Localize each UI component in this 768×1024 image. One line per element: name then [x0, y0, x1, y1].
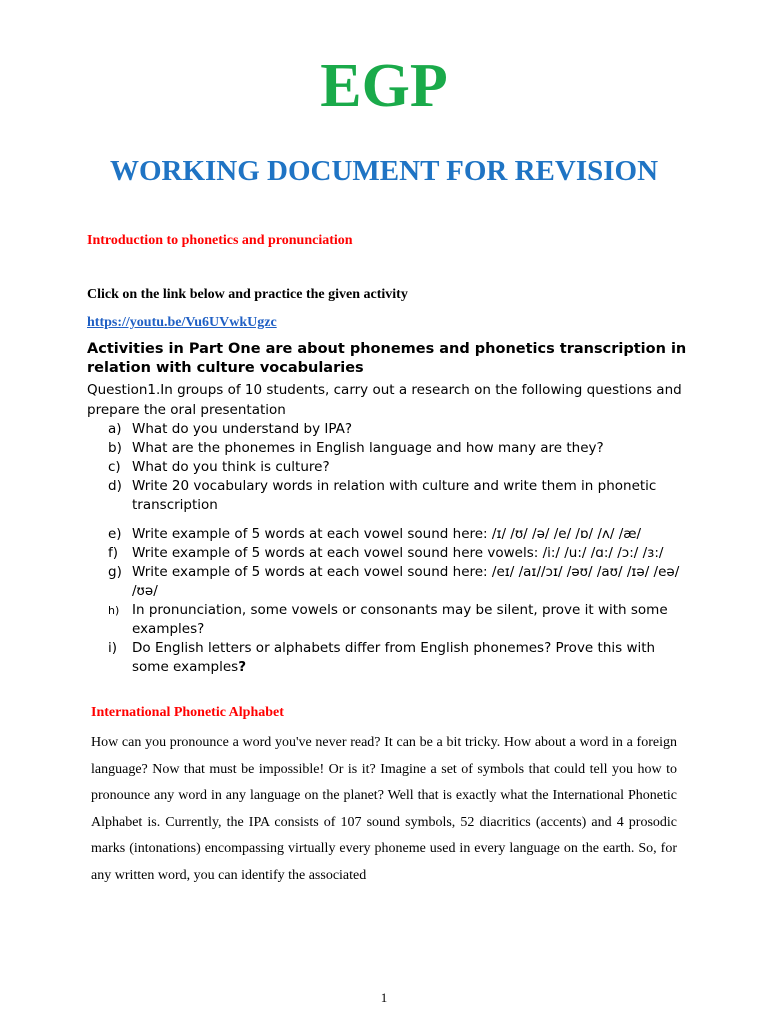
video-link[interactable]: https://youtu.be/Vu6UVwkUgzc: [87, 315, 277, 330]
list-item: [87, 563, 687, 601]
question-mark: ?: [238, 659, 247, 675]
list-item: [87, 477, 687, 515]
list-marker: h): [108, 604, 120, 617]
list-item-text: In pronunciation, some vowels or consonants may be silent, prove it with some examples?: [132, 602, 668, 637]
list-marker: g): [108, 564, 122, 580]
list-marker: b): [108, 440, 122, 456]
list-marker: i): [108, 640, 118, 656]
list-item-text: What do you understand by IPA?: [132, 421, 353, 437]
list-item: [87, 458, 687, 477]
document-title: EGP: [320, 52, 448, 120]
list-item-text: Write example of 5 words at each vowel sound here: /eɪ/ /aɪ//ɔɪ/ /əʊ/ /aʊ/ /ɪə/ /eə/ /ʊə/: [132, 564, 680, 599]
list-item: [87, 544, 687, 563]
page-number: 1: [380, 990, 388, 1005]
list-item: [87, 601, 687, 639]
list-item-text: Write example of 5 words at each vowel sound here vowels: /i:/ /u:/ /ɑ:/ /ɔ:/ /ɜ:/: [132, 545, 664, 561]
list-marker: d): [108, 478, 122, 494]
list-item-text: Write example of 5 words at each vowel sound here: /ɪ/ /ʊ/ /ə/ /e/ /ɒ/ /ʌ/ /æ/: [132, 526, 642, 542]
ipa-paragraph: How can you pronounce a word you've never read? It can be a bit tricky. How about a word in a foreign language? Now that must be impossible! Or is it? Imagine a set of symbols that could tell you how to pronounce any word in any language on the planet? Well that is exactly what the International Phonetic Alphabet is. Currently, the IPA consists of 107 sound symbols, 52 diacritics (accents) and 4 prosodic marks (intonations) encompassing virtually every phoneme used in every language on the earth. So, for any written word, you can identify the associated: [91, 735, 677, 883]
list-marker: c): [108, 459, 121, 475]
list-marker: e): [108, 526, 122, 542]
ipa-heading: International Phonetic Alphabet: [91, 705, 284, 720]
list-item: [87, 639, 687, 677]
list-marker: f): [108, 545, 119, 561]
list-item: [87, 525, 687, 544]
question-list: [87, 420, 687, 677]
list-item: [87, 439, 687, 458]
list-item-text: What do you think is culture?: [132, 459, 330, 475]
list-item-text: Write 20 vocabulary words in relation with culture and write them in phonetic transcription: [132, 478, 657, 513]
question1-text: Question1.In groups of 10 students, carry out a research on the following questions and prepare the oral presentation: [87, 382, 682, 418]
document-subtitle: WORKING DOCUMENT FOR REVISION: [109, 155, 659, 187]
list-marker: a): [108, 421, 122, 437]
list-item-text: What are the phonemes in English language and how many are they?: [132, 440, 604, 456]
instruction-text: Click on the link below and practice the given activity: [87, 287, 408, 302]
activities-heading: Activities in Part One are about phonemes and phonetics transcription in relation with culture vocabularies: [87, 341, 687, 376]
intro-heading: Introduction to phonetics and pronunciation: [87, 233, 353, 248]
list-item-text: Do English letters or alphabets differ from English phonemes? Prove this with some examples: [132, 640, 656, 675]
list-item: [87, 420, 687, 439]
